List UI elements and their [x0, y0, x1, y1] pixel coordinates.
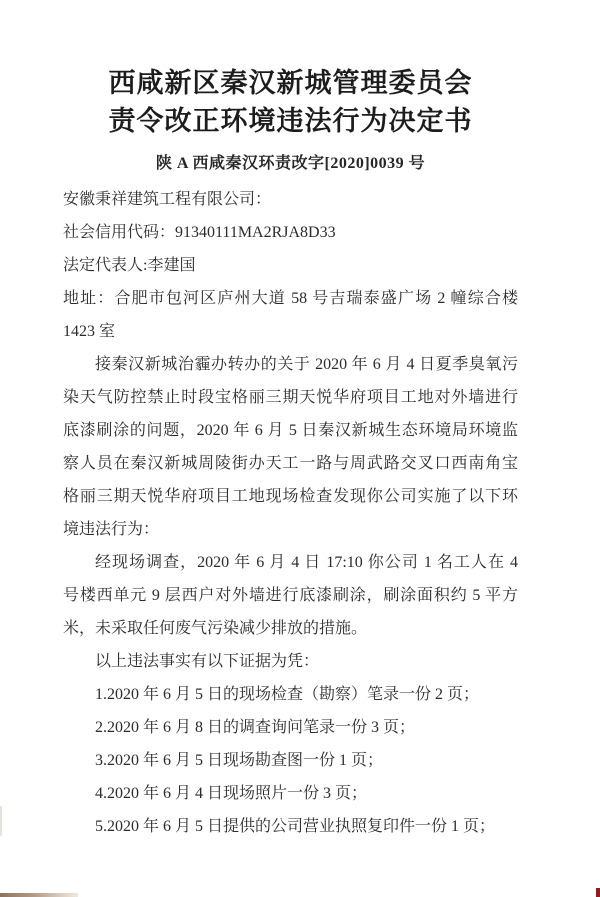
line-paragraph2-1: 经现场调查，2020 年 6 月 4 日 17:10 你公司 1 名工人在 4 [95, 554, 518, 571]
evidence-item-2: 2.2020 年 6 月 8 日的调查询问笔录一份 3 页； [95, 719, 416, 736]
scan-bottom-edge-artifact [0, 893, 78, 897]
line-paragraph1-2: 染天气防控禁止时段宝格丽三期天悦华府项目工地对外墙进行 [63, 389, 518, 406]
line-evidence-intro: 以上违法事实有以下证据为凭： [95, 653, 320, 670]
scan-red-corner-mark [596, 888, 600, 897]
line-recipient: 安徽秉祥建筑工程有限公司： [63, 191, 272, 208]
document-number: 陕 A 西咸秦汉环责改字[2020]0039 号 [155, 155, 426, 172]
line-legal-representative: 法定代表人:李建国 [63, 257, 196, 274]
line-address-2: 1423 室 [63, 323, 116, 340]
line-paragraph1-5: 格丽三期天悦华府项目工地现场检查发现你公司实施了以下环 [63, 488, 518, 505]
evidence-item-5: 5.2020 年 6 月 5 日提供的公司营业执照复印件一份 1 页； [95, 818, 496, 835]
line-paragraph1-3: 底漆刷涂的问题，2020 年 6 月 5 日秦汉新城生态环境局环境监 [63, 422, 518, 439]
line-paragraph2-2: 号楼西单元 9 层西户对外墙进行底漆刷涂，刷涂面积约 5 平方 [63, 587, 518, 604]
line-paragraph1-4: 察人员在秦汉新城周陵街办天工一路与周武路交叉口西南角宝 [63, 455, 518, 472]
document-title-line-1: 西咸新区秦汉新城管理委员会 [108, 68, 473, 98]
line-credit-code: 社会信用代码：91340111MA2RJA8D33 [63, 224, 336, 241]
line-address-1: 地址：合肥市包河区庐州大道 58 号吉瑞泰盛广场 2 幢综合楼 [63, 290, 518, 307]
line-paragraph1-1: 接秦汉新城治霾办转办的关于 2020 年 6 月 4 日夏季臭氧污 [95, 356, 518, 373]
document-title-line-2: 责令改正环境违法行为决定书 [108, 106, 473, 136]
document-title [63, 64, 518, 140]
evidence-item-4: 4.2020 年 6 月 4 日现场照片一份 3 页； [95, 785, 368, 802]
document-body [63, 183, 518, 843]
line-paragraph2-3: 米，未采取任何废气污染减少排放的措施。 [63, 620, 368, 637]
line-paragraph1-6: 境违法行为： [63, 521, 160, 538]
evidence-item-1: 1.2020 年 6 月 5 日的现场检查（勘察）笔录一份 2 页； [95, 686, 480, 703]
evidence-item-3: 3.2020 年 6 月 5 日现场勘查图一份 1 页； [95, 752, 384, 769]
scan-left-edge-artifact [0, 806, 2, 836]
